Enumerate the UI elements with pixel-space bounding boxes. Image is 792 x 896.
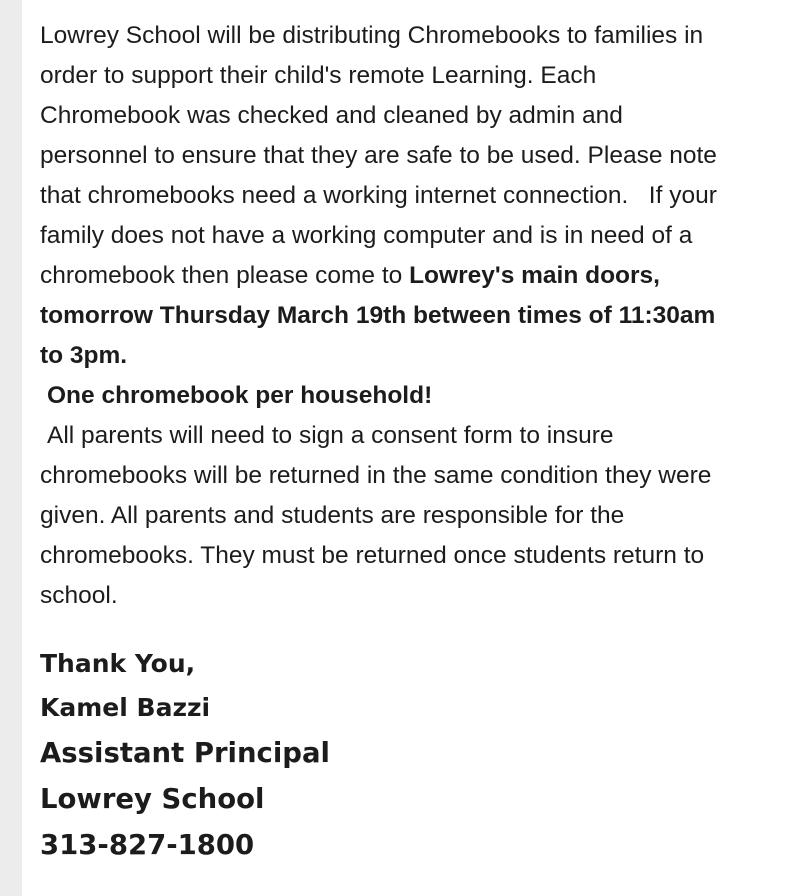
consent-line: school.	[40, 582, 118, 609]
household-limit-note: One chromebook per household!	[47, 382, 433, 409]
notice-line: Chromebook was checked and cleaned by admin and	[40, 102, 623, 129]
notice-body	[40, 16, 780, 616]
consent-line: given. All parents and students are responsible for the	[40, 502, 625, 529]
location-highlight: Lowrey's main doors,	[409, 262, 660, 289]
notice-line: order to support their child's remote Learning. Each	[40, 62, 597, 89]
notice-line: family does not have a working computer and is in need of a	[40, 222, 693, 249]
signature-block	[40, 642, 330, 868]
consent-line: chromebooks will be returned in the same condition they were	[40, 462, 712, 489]
notice-line: that chromebooks need a working internet connection. If your	[40, 182, 717, 209]
signature-title: Assistant Principal	[40, 737, 330, 769]
consent-line: chromebooks. They must be returned once students return to	[40, 542, 705, 569]
notice-line: Lowrey School will be distributing Chromebooks to families in	[40, 22, 704, 49]
consent-line: All parents will need to sign a consent form to insure	[47, 422, 614, 449]
pickup-time-line: tomorrow Thursday March 19th between times of 11:30am	[40, 302, 716, 329]
signature-name: Kamel Bazzi	[40, 693, 211, 722]
left-margin-bar	[0, 0, 22, 896]
notice-line: personnel to ensure that they are safe to be used. Please note	[40, 142, 717, 169]
signature-closing: Thank You,	[40, 649, 196, 678]
signature-phone: 313-827-1800	[40, 829, 255, 861]
location-intro-text: chromebook then please come to	[40, 262, 410, 289]
signature-school: Lowrey School	[40, 783, 265, 815]
notice-line-location	[40, 256, 780, 296]
pickup-time-line: to 3pm.	[40, 342, 128, 369]
